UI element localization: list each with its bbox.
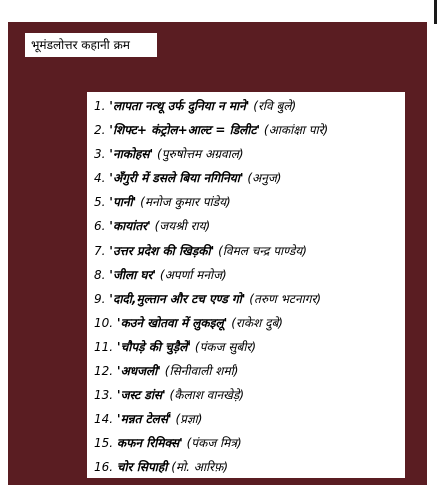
story-item (94, 455, 402, 479)
edge-mark (434, 0, 437, 24)
story-number: 5. (94, 195, 106, 210)
story-number: 14. (94, 412, 114, 427)
story-item (94, 383, 402, 407)
story-author: (जयश्री राय) (154, 219, 211, 234)
story-number: 12. (94, 364, 114, 379)
story-title: 'मन्नत टेलर्स' (116, 412, 172, 427)
story-author: (पंकज मित्र) (186, 436, 242, 451)
story-title: 'जस्ट डांस' (116, 388, 166, 403)
story-number: 3. (94, 147, 106, 162)
story-author: (राकेश दुबे) (231, 315, 283, 330)
story-author: (पंकज सुबीर) (194, 339, 257, 354)
story-item (94, 118, 402, 142)
story-title: 'जीला घर' (109, 267, 157, 282)
story-item (94, 166, 402, 190)
story-title: 'लापता नत्थू उर्फ दुनिया न माने' (109, 99, 250, 113)
story-title: 'अँगुरी में डसले बिया नगिनिया' (109, 171, 244, 186)
story-author: (कैलाश वानखेड़े) (169, 388, 245, 403)
story-author: (आकांक्षा पारे) (263, 123, 329, 138)
story-title: 'अधजली' (116, 364, 161, 379)
story-number: 16. (94, 460, 114, 475)
story-number: 1. (94, 99, 106, 113)
story-list-box (87, 92, 405, 478)
story-item (94, 287, 402, 311)
story-author: (मो. आरिफ़) (171, 460, 229, 475)
story-number: 10. (94, 315, 114, 330)
story-author: (सिनीवाली शर्मा) (164, 364, 239, 379)
story-author: (अपर्णा मनोज) (159, 267, 227, 282)
story-number: 13. (94, 388, 114, 403)
page-title: भूमंडलोत्तर कहानी क्रम (25, 33, 157, 57)
story-item (94, 142, 402, 166)
story-author: (अनुज) (247, 171, 282, 186)
story-title: 'शिफ्ट+ कंट्रोल+आल्ट = डिलीट' (109, 123, 261, 138)
story-number: 15. (94, 436, 114, 451)
story-title: 'कउने खोतवा में लुकइलू' (116, 315, 228, 330)
story-item (94, 190, 402, 214)
story-item (94, 214, 402, 238)
story-title: 'उत्तर प्रदेश की खिड़की' (109, 243, 215, 258)
story-author: (विमल चन्द्र पाण्डेय) (218, 243, 307, 258)
story-title: चोर सिपाही (116, 460, 168, 475)
story-item (94, 359, 402, 383)
story-item (94, 94, 402, 118)
story-author: (प्रज्ञा) (175, 412, 203, 427)
story-item (94, 335, 402, 359)
story-list (94, 94, 402, 480)
story-author: (रवि बुले) (253, 99, 297, 113)
story-number: 2. (94, 123, 106, 138)
story-author: (पुरुषोत्तम अग्रवाल) (157, 147, 244, 162)
story-item (94, 263, 402, 287)
story-author: (मनोज कुमार पांडेय) (140, 195, 231, 210)
story-item (94, 239, 402, 263)
story-title: कफन रिमिक्स' (116, 436, 183, 451)
story-author: (तरुण भटनागर) (249, 291, 322, 306)
story-number: 7. (94, 243, 106, 258)
story-title: 'दादी,मुल्तान और टच एण्ड गो' (109, 291, 246, 306)
story-title: 'कायांतर' (109, 219, 151, 234)
story-item (94, 407, 402, 431)
story-number: 6. (94, 219, 106, 234)
story-title: 'चौपड़े की चुड़ैलें' (116, 339, 192, 354)
story-number: 4. (94, 171, 106, 186)
story-title: 'पानी' (109, 195, 137, 210)
story-number: 11. (94, 339, 114, 354)
story-title: 'नाकोहस' (109, 147, 154, 162)
story-number: 8. (94, 267, 106, 282)
story-item (94, 311, 402, 335)
story-number: 9. (94, 291, 106, 306)
story-item (94, 431, 402, 455)
